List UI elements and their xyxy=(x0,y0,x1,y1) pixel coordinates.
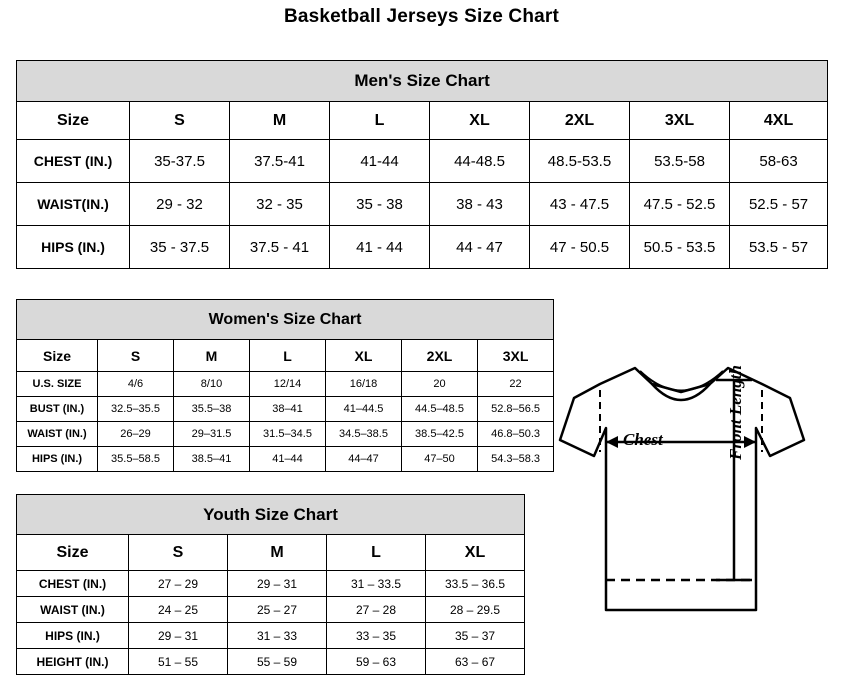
jersey-outline-icon xyxy=(540,340,840,670)
table-cell: 38–41 xyxy=(250,397,326,422)
column-header: XL xyxy=(326,340,402,372)
row-label: WAIST(IN.) xyxy=(17,183,130,226)
youth-size-chart-table xyxy=(16,494,525,675)
table-cell: 31.5–34.5 xyxy=(250,422,326,447)
table-cell: 38.5–41 xyxy=(174,447,250,472)
table-cell: 54.3–58.3 xyxy=(478,447,554,472)
youth-chart-title: Youth Size Chart xyxy=(17,495,525,535)
table-row xyxy=(17,140,828,183)
column-header: Size xyxy=(17,535,129,571)
table-row xyxy=(17,183,828,226)
table-cell: 4/6 xyxy=(98,372,174,397)
table-cell: 51 – 55 xyxy=(129,649,228,675)
table-cell: 29 – 31 xyxy=(228,571,327,597)
table-cell: 32.5–35.5 xyxy=(98,397,174,422)
table-cell: 8/10 xyxy=(174,372,250,397)
row-label: HIPS (IN.) xyxy=(17,447,98,472)
table-cell: 25 – 27 xyxy=(228,597,327,623)
column-header: S xyxy=(130,102,230,140)
table-cell: 47.5 - 52.5 xyxy=(630,183,730,226)
table-cell: 20 xyxy=(402,372,478,397)
table-row xyxy=(17,597,525,623)
table-header-row xyxy=(17,535,525,571)
table-cell: 38 - 43 xyxy=(430,183,530,226)
column-header: 4XL xyxy=(730,102,828,140)
table-cell: 44 - 47 xyxy=(430,226,530,269)
row-label: CHEST (IN.) xyxy=(17,571,129,597)
table-row xyxy=(17,649,525,675)
table-cell: 28 – 29.5 xyxy=(426,597,525,623)
table-cell: 47–50 xyxy=(402,447,478,472)
column-header: Size xyxy=(17,340,98,372)
row-label: HIPS (IN.) xyxy=(17,226,130,269)
table-cell: 29–31.5 xyxy=(174,422,250,447)
table-cell: 44-48.5 xyxy=(430,140,530,183)
row-label: HIPS (IN.) xyxy=(17,623,129,649)
table-cell: 59 – 63 xyxy=(327,649,426,675)
page-title: Basketball Jerseys Size Chart xyxy=(283,6,560,27)
womens-size-chart-table xyxy=(16,299,554,472)
row-label: U.S. SIZE xyxy=(17,372,98,397)
womens-chart-title: Women's Size Chart xyxy=(17,300,554,340)
table-cell: 33 – 35 xyxy=(327,623,426,649)
table-cell: 31 – 33 xyxy=(228,623,327,649)
table-header-row xyxy=(17,340,554,372)
table-cell: 41–44.5 xyxy=(326,397,402,422)
table-cell: 52.5 - 57 xyxy=(730,183,828,226)
table-header-row xyxy=(17,102,828,140)
table-cell: 44.5–48.5 xyxy=(402,397,478,422)
row-label: BUST (IN.) xyxy=(17,397,98,422)
table-cell: 24 – 25 xyxy=(129,597,228,623)
table-cell: 38.5–42.5 xyxy=(402,422,478,447)
table-cell: 63 – 67 xyxy=(426,649,525,675)
table-cell: 47 - 50.5 xyxy=(530,226,630,269)
table-cell: 53.5-58 xyxy=(630,140,730,183)
table-cell: 29 – 31 xyxy=(129,623,228,649)
mens-size-chart-table xyxy=(16,60,828,269)
table-cell: 55 – 59 xyxy=(228,649,327,675)
row-label: WAIST (IN.) xyxy=(17,597,129,623)
table-cell: 34.5–38.5 xyxy=(326,422,402,447)
table-cell: 27 – 29 xyxy=(129,571,228,597)
table-cell: 58-63 xyxy=(730,140,828,183)
table-cell: 12/14 xyxy=(250,372,326,397)
table-section-header-row xyxy=(17,300,554,340)
column-header: 3XL xyxy=(478,340,554,372)
mens-chart-title: Men's Size Chart xyxy=(17,61,828,102)
table-cell: 35 - 38 xyxy=(330,183,430,226)
table-cell: 16/18 xyxy=(326,372,402,397)
table-cell: 37.5 - 41 xyxy=(230,226,330,269)
row-label: HEIGHT (IN.) xyxy=(17,649,129,675)
table-cell: 48.5-53.5 xyxy=(530,140,630,183)
table-section-header-row xyxy=(17,495,525,535)
column-header: S xyxy=(129,535,228,571)
table-cell: 41-44 xyxy=(330,140,430,183)
table-cell: 52.8–56.5 xyxy=(478,397,554,422)
table-cell: 35 - 37.5 xyxy=(130,226,230,269)
table-row xyxy=(17,571,525,597)
column-header: Size xyxy=(17,102,130,140)
table-cell: 43 - 47.5 xyxy=(530,183,630,226)
table-cell: 35 – 37 xyxy=(426,623,525,649)
column-header: 2XL xyxy=(402,340,478,372)
column-header: M xyxy=(174,340,250,372)
row-label: WAIST (IN.) xyxy=(17,422,98,447)
table-row xyxy=(17,372,554,397)
table-row xyxy=(17,397,554,422)
column-header: 2XL xyxy=(530,102,630,140)
table-cell: 22 xyxy=(478,372,554,397)
chest-measure-label: Chest xyxy=(623,430,663,449)
table-row xyxy=(17,623,525,649)
column-header: M xyxy=(228,535,327,571)
shirt-measurement-diagram xyxy=(540,340,840,670)
table-cell: 27 – 28 xyxy=(327,597,426,623)
table-cell: 35.5–58.5 xyxy=(98,447,174,472)
table-cell: 35.5–38 xyxy=(174,397,250,422)
table-cell: 41–44 xyxy=(250,447,326,472)
front-length-measure-label: Front Length xyxy=(726,365,745,460)
column-header: L xyxy=(327,535,426,571)
column-header: S xyxy=(98,340,174,372)
table-row xyxy=(17,447,554,472)
table-cell: 35-37.5 xyxy=(130,140,230,183)
column-header: L xyxy=(330,102,430,140)
table-row xyxy=(17,226,828,269)
table-cell: 44–47 xyxy=(326,447,402,472)
table-section-header-row xyxy=(17,61,828,102)
column-header: M xyxy=(230,102,330,140)
table-cell: 32 - 35 xyxy=(230,183,330,226)
table-cell: 29 - 32 xyxy=(130,183,230,226)
column-header: XL xyxy=(426,535,525,571)
table-cell: 50.5 - 53.5 xyxy=(630,226,730,269)
table-cell: 46.8–50.3 xyxy=(478,422,554,447)
table-cell: 26–29 xyxy=(98,422,174,447)
column-header: 3XL xyxy=(630,102,730,140)
row-label: CHEST (IN.) xyxy=(17,140,130,183)
column-header: XL xyxy=(430,102,530,140)
table-cell: 41 - 44 xyxy=(330,226,430,269)
table-cell: 31 – 33.5 xyxy=(327,571,426,597)
table-row xyxy=(17,422,554,447)
table-cell: 33.5 – 36.5 xyxy=(426,571,525,597)
table-cell: 37.5-41 xyxy=(230,140,330,183)
table-cell: 53.5 - 57 xyxy=(730,226,828,269)
column-header: L xyxy=(250,340,326,372)
